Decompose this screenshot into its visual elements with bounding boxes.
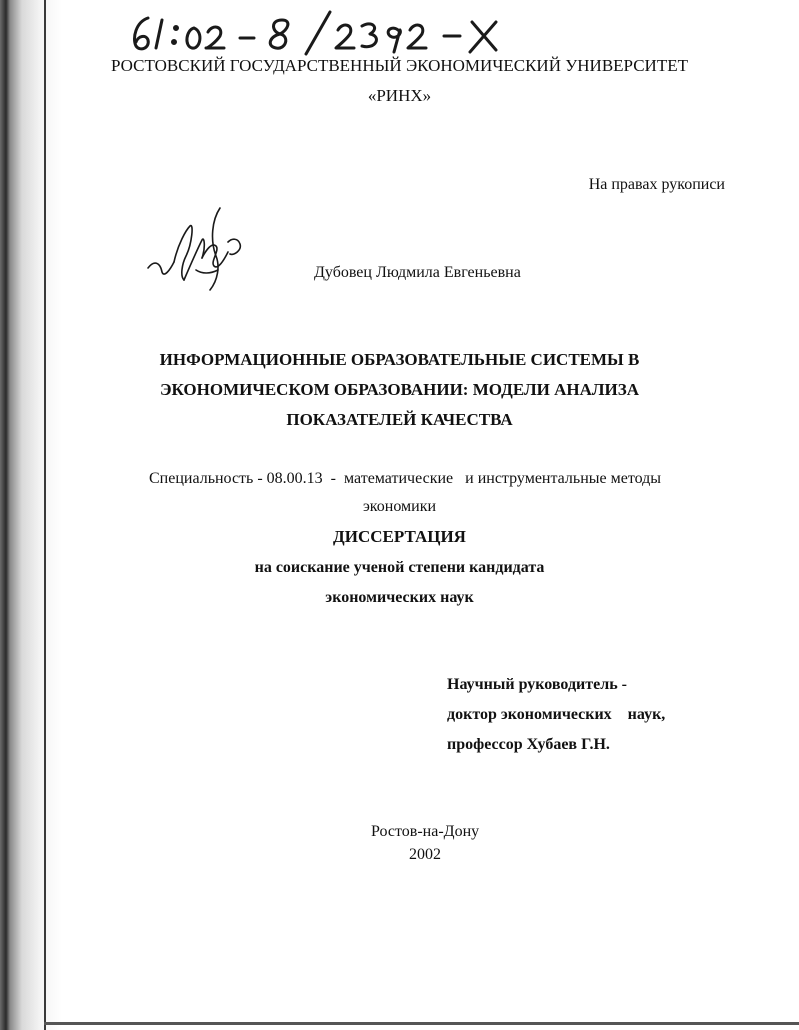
- author-name: Дубовец Людмила Евгеньевна: [314, 264, 521, 281]
- document-type: ДИССЕРТАЦИЯ: [333, 527, 466, 546]
- title-line-1: ИНФОРМАЦИОННЫЕ ОБРАЗОВАТЕЛЬНЫЕ СИСТЕМЫ В: [159, 350, 640, 369]
- specialty-line-1: Специальность - 08.00.13 - математические и инструментальные методы: [149, 470, 662, 487]
- handwritten-archive-number: [110, 8, 550, 56]
- city: Ростов-на-Дону: [371, 823, 480, 840]
- supervisor-line-3: профессор Хубаев Г.Н.: [447, 736, 610, 753]
- university-short-name: «РИНХ»: [367, 86, 432, 105]
- title-line-2: ЭКОНОМИЧЕСКОМ ОБРАЗОВАНИИ: МОДЕЛИ АНАЛИЗА: [159, 380, 640, 399]
- rights-notice: На правах рукописи: [588, 176, 725, 193]
- supervisor-line-2: доктор экономических наук,: [447, 706, 666, 723]
- author-signature: [140, 200, 250, 295]
- supervisor-line-1: Научный руководитель -: [447, 676, 627, 693]
- university-name: РОСТОВСКИЙ ГОСУДАРСТВЕННЫЙ ЭКОНОМИЧЕСКИЙ УНИВЕРСИТЕТ: [111, 56, 688, 75]
- year: 2002: [409, 846, 441, 863]
- scan-bottom-line: [44, 1022, 799, 1025]
- degree-line-2: экономических наук: [325, 589, 474, 606]
- specialty-line-2: экономики: [362, 498, 437, 515]
- degree-line-1: на соискание ученой степени кандидата: [254, 559, 545, 576]
- title-line-3: ПОКАЗАТЕЛЕЙ КАЧЕСТВА: [286, 410, 513, 429]
